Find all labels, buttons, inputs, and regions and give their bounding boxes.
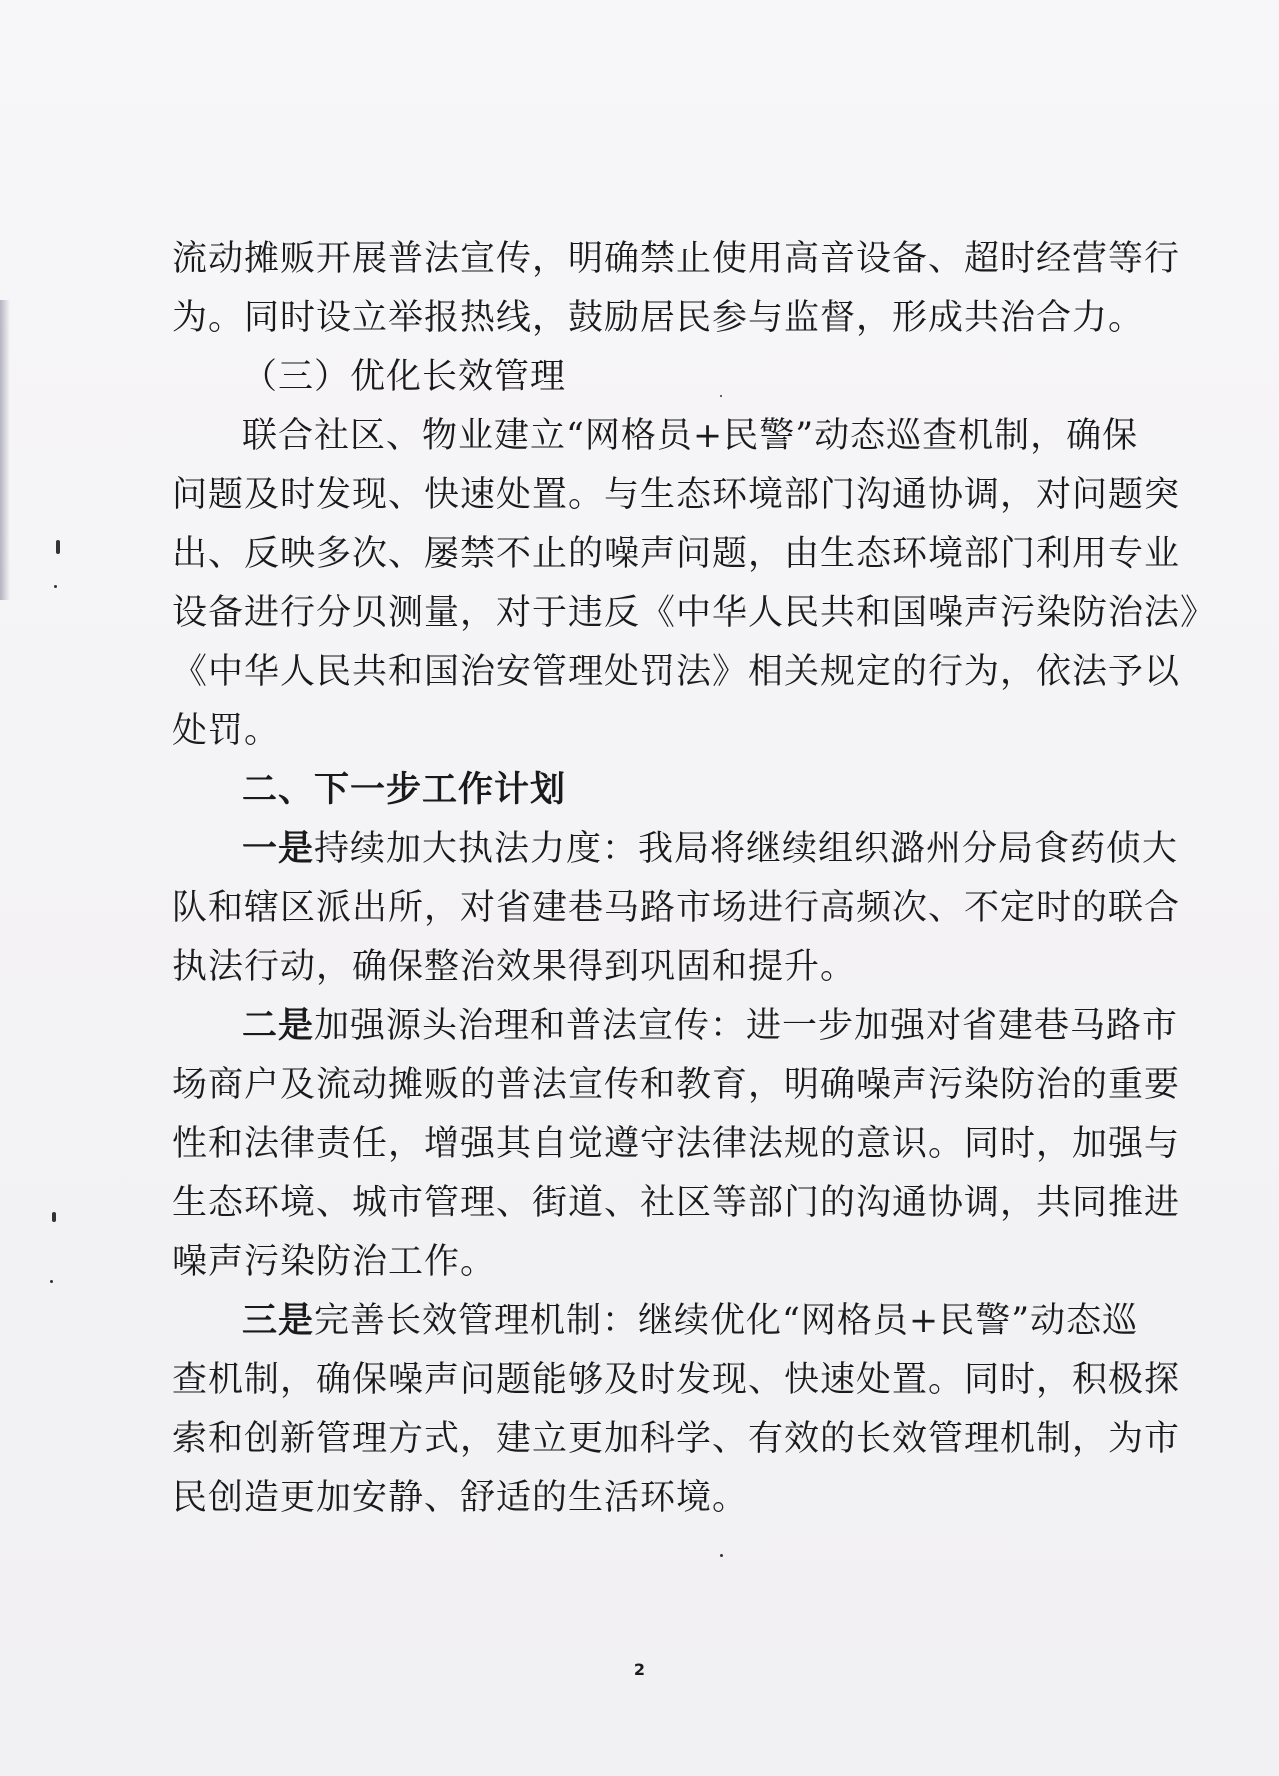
- lead-label: 三是: [242, 1301, 315, 1341]
- paragraph-line: 民创造更加安静、舒适的生活环境。: [172, 1478, 749, 1518]
- subheading-optimize-management: （三）优化长效管理: [242, 357, 567, 397]
- paragraph-line: 性和法律责任，增强其自觉遵守法律法规的意识。同时，加强与: [172, 1124, 1181, 1164]
- lead-label: 一是: [242, 829, 315, 869]
- paragraph-line: 场商户及流动摊贩的普法宣传和教育，明确噪声污染防治的重要: [172, 1065, 1181, 1105]
- paragraph-line: [172, 997, 1179, 1056]
- paragraph-line: 生态环境、城市管理、街道、社区等部门的沟通协调，共同推进: [172, 1183, 1181, 1223]
- paragraph-line: 出、反映多次、屡禁不止的噪声问题，由生态环境部门利用专业: [172, 534, 1181, 574]
- paragraph-line: 索和创新管理方式，建立更加科学、有效的长效管理机制，为市: [172, 1419, 1181, 1459]
- scan-speck: [54, 585, 57, 588]
- paragraph-text: 持续加大执法力度：我局将继续组织潞州分局食药侦大: [314, 829, 1179, 869]
- paragraph-line: [172, 820, 1179, 879]
- section-heading-next-steps: 二、下一步工作计划: [242, 770, 567, 810]
- paragraph-text: 加强源头治理和普法宣传：进一步加强对省建巷马路市: [314, 1006, 1179, 1046]
- paragraph-line: 查机制，确保噪声问题能够及时发现、快速处置。同时，积极探: [172, 1360, 1181, 1400]
- paragraph-line: 处罚。: [172, 711, 281, 751]
- paragraph-text: 完善长效管理机制：继续优化“网格员+民警”动态巡: [314, 1301, 1139, 1341]
- paragraph-line: 为。同时设立举报热线，鼓励居民参与监督，形成共治合力。: [172, 298, 1145, 338]
- paragraph-line: 《中华人民共和国治安管理处罚法》相关规定的行为，依法予以: [172, 652, 1181, 692]
- paragraph-line: 问题及时发现、快速处置。与生态环境部门沟通协调，对问题突: [172, 475, 1181, 515]
- lead-label: 二是: [242, 1006, 315, 1046]
- paragraph-line: 设备进行分贝测量，对于违反《中华人民共和国噪声污染防治法》: [172, 593, 1217, 633]
- scan-edge-shadow: [0, 300, 10, 600]
- scan-speck: [52, 1212, 56, 1222]
- paragraph-line: 流动摊贩开展普法宣传，明确禁止使用高音设备、超时经营等行: [172, 239, 1181, 279]
- scan-speck: [56, 540, 60, 554]
- paragraph-line: [172, 1292, 1139, 1351]
- paragraph-line: 联合社区、物业建立“网格员+民警”动态巡查机制，确保: [242, 416, 1139, 456]
- page-number: 2: [633, 1660, 646, 1679]
- scan-speck: [720, 1554, 723, 1557]
- scan-speck: [50, 1280, 53, 1283]
- paragraph-line: 执法行动，确保整治效果得到巩固和提升。: [172, 947, 857, 987]
- paragraph-line: 噪声污染防治工作。: [172, 1242, 497, 1282]
- paragraph-line: 队和辖区派出所，对省建巷马路市场进行高频次、不定时的联合: [172, 888, 1181, 928]
- document-body: [172, 230, 1217, 1528]
- scan-speck: [720, 395, 722, 397]
